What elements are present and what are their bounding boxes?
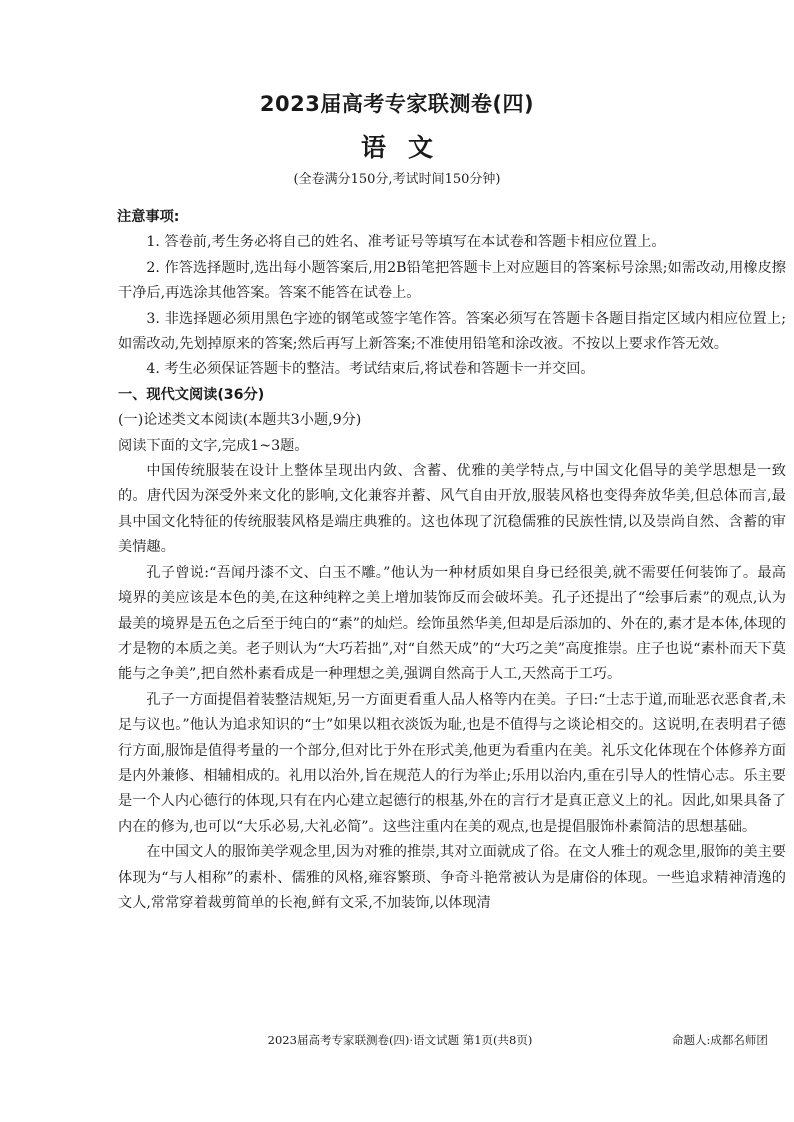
- notice-item-1: 1. 答卷前,考生务必将自己的姓名、准考证号等填写在本试卷和答题卡相应位置上。: [146, 234, 666, 251]
- footer-page-info: 2023届高考专家联测卷(四)·语文试题 第1页(共8页): [267, 1033, 533, 1047]
- exam-title: 2023届高考专家联测卷(四): [259, 92, 535, 116]
- score-time-note: (全卷满分150分,考试时间150分钟): [293, 172, 501, 187]
- passage-paragraph-2: 孔子曾说:“吾闻丹漆不文、白玉不雕。”他认为一种材质如果自身已经很美,就不需要任何装饰了。最高境界的美应该是本色的美,在这种纯粹之美上增加装饰反而会破坏美。孔子还提出了“绘事后素”的观点,认为最美的境界是五色之后至于纯白的“素”的灿烂。绘饰虽然华美,但却是后添加的、外在的,素才是本体,体现的才是物的本质之美。老子则认为“大巧若拙”,对“自然天成”的“大巧之美”高度推崇。庄子也说“素朴而天下莫能与之争美”,把自然朴素看成是一种理想之美,强调自然高于人工,天然高于工巧。: [118, 564, 786, 683]
- notice-item-3: 3. 非选择题必须用黑色字迹的钢笔或签字笔作答。答案必须写在答题卡各题目指定区域内相应位置上;如需改动,先划掉原来的答案;然后再写上新答案;不准使用铅笔和涂改液。不按以上要求作答无效。: [118, 310, 786, 353]
- reading-instruction: 阅读下面的文字,完成1~3题。: [118, 437, 309, 454]
- footer-author: 命题人:成都名师团: [672, 1033, 768, 1047]
- passage-paragraph-4: 在中国文人的服饰美学观念里,因为对雅的推崇,其对立面就成了俗。在文人雅士的观念里,服饰的美主要体现为“与人相称”的素朴、儒雅的风格,雍容繁琐、争奇斗艳常被认为是庸俗的体现。一些追求精神清逸的文人,常常穿着裁剪简单的长袍,鲜有文采,不加装饰,以体现清: [118, 844, 786, 911]
- section-subheading: (一)论述类文本阅读(本题共3小题,9分): [118, 412, 362, 429]
- passage-paragraph-3: 孔子一方面提倡着装整洁规矩,另一方面更看重人品人格等内在美。子曰:“士志于道,而耻恶衣恶食者,未足与议也。”他认为追求知识的“士”如果以粗衣淡饭为耻,也是不值得与之谈论相交的。这说明,在表明君子德行方面,服饰是值得考量的一个部分,但对比于外在形式美,他更为看重内在美。礼乐文化体现在个体修养方面是内外兼修、相辅相成的。礼用以治外,旨在规范人的行为举止;乐用以治内,重在引导人的性情心志。乐主要是一个人内心德行的体现,只有在内心建立起德行的根基,外在的言行才是真正意义上的礼。因此,如果具备了内在的修为,也可以“大乐必易,大礼必简”。这些注重内在美的观点,也是提倡服饰朴素简洁的思想基础。: [118, 691, 786, 835]
- notice-heading: 注意事项:: [117, 209, 180, 225]
- notice-item-2: 2. 作答选择题时,选出每小题答案后,用2B铅笔把答题卡上对应题目的答案标号涂黑;如需改动,用橡皮擦干净后,再选涂其他答案。答案不能答在试卷上。: [118, 259, 786, 302]
- exam-body: [118, 205, 786, 916]
- passage-paragraph-1: 中国传统服装在设计上整体呈现出内敛、含蓄、优雅的美学特点,与中国文化倡导的美学思想是一致的。唐代因为深受外来文化的影响,文化兼容并蓄、风气自由开放,服装风格也变得奔放华美,但总体而言,最具中国文化特征的传统服装风格是端庄典雅的。这也体现了沉稳儒雅的民族性情,以及崇尚自然、含蓄的审美情趣。: [118, 463, 786, 556]
- subject-title: 语文: [360, 133, 455, 162]
- notice-item-4: 4. 考生必须保证答题卡的整洁。考试结束后,将试卷和答题卡一并交回。: [146, 361, 595, 378]
- section-heading: 一、现代文阅读(36分): [118, 386, 265, 403]
